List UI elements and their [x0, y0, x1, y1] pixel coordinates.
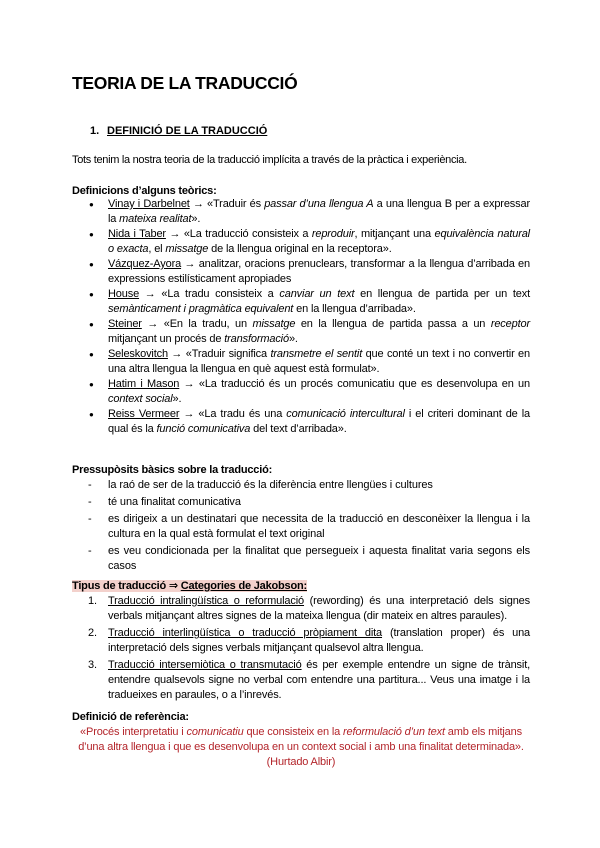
author-name: Hatim i Mason [108, 378, 180, 390]
author-name: House [108, 288, 140, 300]
list-item: 3. Traducció intersemiòtica o transmutació és per exemple entendre un signe de trànsit, entendre qualsevols signe no verbal com entendre una partitura... Veus una imatge i la tradueixes en paraules, o a l’inrevés. [88, 659, 531, 701]
list-item: - té una finalitat comunicativa [72, 495, 530, 510]
list-item: ● Reiss Vermeer → «La tradu és una comunicació intercultural i el criteri dominant de la qual és la funció comunicativa del text d’arribada». [72, 407, 530, 437]
definitions-heading: Definicions d’alguns teòrics: [72, 185, 217, 197]
list-item: - es veu condicionada per la finalitat que persegueix i aquesta finalitat varia segons els casos [72, 544, 530, 574]
presuppositions-section [72, 464, 530, 576]
definitions-list [72, 197, 530, 437]
presuppositions-heading: Pressupòsits bàsics sobre la traducció: [72, 464, 273, 476]
reference-heading: Definició de referència: [72, 711, 189, 723]
list-item: - la raó de ser de la traducció és la diferència entre llengües i cultures [72, 478, 530, 493]
list-item: 1. Traducció intralingüística o reformulació (rewording) és una interpretació dels signes verbals mitjançant altres signes de la mateixa llengua (dir mateix en altres paraules). [88, 595, 530, 622]
type-name: Traducció interlingüística o traducció pròpiament dita [108, 627, 383, 639]
list-item: - es dirigeix a un destinatari que necessita de la traducció en desconèixer la llengua i la cultura en la qual està formulat el text original [72, 512, 530, 542]
definitions-section [72, 185, 530, 437]
list-item: ● Steiner → «En la tradu, un missatge en la llengua de partida passa a un receptor mitjançant un procés de transformació». [72, 317, 530, 347]
list-item: ● Hatim i Mason → «La traducció és un procés comunicatiu que es desenvolupa en un context social». [72, 377, 530, 407]
section-number: 1. [90, 125, 100, 137]
author-name: Vinay i Darbelnet [108, 198, 190, 210]
author-name: Steiner [108, 318, 142, 330]
list-item: ● Seleskovitch → «Traduir significa transmetre el sentit que conté un text i no convertir en una altra llengua la llengua en què aquest està formulat». [72, 347, 530, 377]
types-list [72, 594, 530, 703]
list-item: ● House → «La tradu consisteix a canviar un text en llengua de partida per un text semànticament i pragmàtica equivalent en la llengua d’arribada». [72, 287, 530, 317]
list-item: ● Nida i Taber → «La traducció consisteix a reproduir, mitjançant una equivalència natural o exacta, el missatge de la llengua original en la receptora». [72, 227, 530, 257]
author-name: Seleskovitch [108, 348, 168, 360]
types-heading-highlight: Tipus de traducció ⇒ Categories de Jakobson: [72, 580, 307, 592]
reference-quote: «Procés interpretatiu i comunicatiu que consisteix en la reformulació d’un text amb els mitjans d’una altra llengua i que es desenvolupa en un context social i amb una finalitat determinada». (Hurtado Albir) [78, 726, 524, 768]
author-name: Reiss Vermeer [108, 408, 180, 420]
types-section [72, 579, 530, 705]
author-name: Vázquez-Ayora [108, 258, 182, 270]
type-name: Traducció intralingüística o reformulació [108, 595, 305, 607]
section-heading [90, 125, 267, 137]
presuppositions-list [72, 478, 530, 574]
intro-paragraph: Tots tenim la nostra teoria de la traducció implícita a través de la pràctica i experiència. [72, 154, 467, 166]
author-name: Nida i Taber [108, 228, 166, 240]
list-item: ● Vinay i Darbelnet → «Traduir és passar d’una llengua A a una llengua B per a expressar la mateixa realitat». [72, 197, 530, 227]
list-item: ● Vázquez-Ayora → analitzar, oracions prenuclears, transformar a la llengua d’arribada en expressions estilísticament apropiades [72, 257, 530, 287]
list-item: 2. Traducció interlingüística o traducció pròpiament dita (translation proper) és una interpretació dels signes verbals mitjançant qualsevol altra llengua. [88, 627, 530, 654]
types-heading [72, 579, 530, 592]
page-title: TEORIA DE LA TRADUCCIÓ [72, 73, 298, 93]
section-title: DEFINICIÓ DE LA TRADUCCIÓ [107, 125, 268, 137]
double-arrow-icon: ⇒ [168, 580, 178, 592]
reference-section [72, 711, 530, 770]
type-name: Traducció intersemiòtica o transmutació [108, 659, 302, 671]
